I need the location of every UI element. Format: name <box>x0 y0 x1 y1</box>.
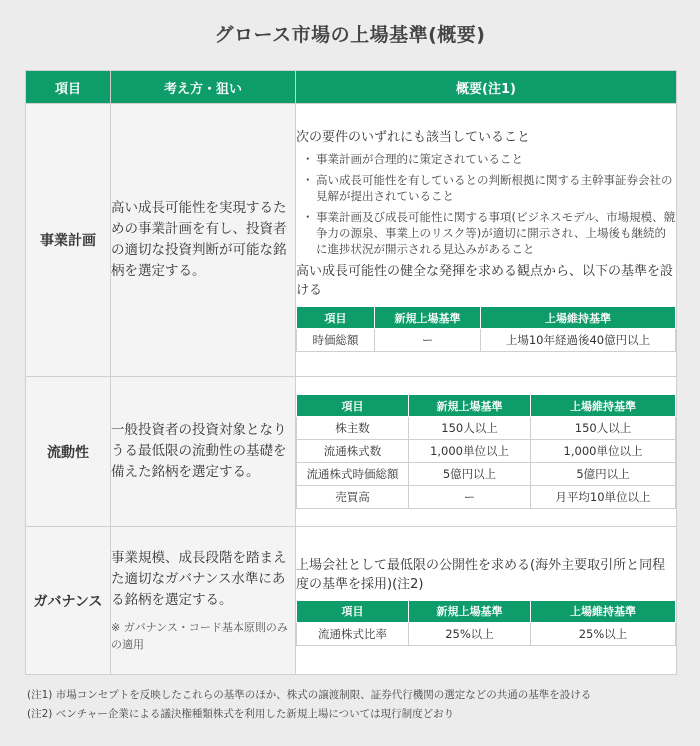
cell-maintain: 5億円以上 <box>531 463 676 486</box>
summary-business-plan <box>296 104 677 377</box>
sub-header-new: 新規上場基準 <box>375 307 481 329</box>
sub-header-item: 項目 <box>297 395 409 417</box>
summary-lead: 次の要件のいずれにも該当していること <box>296 130 531 145</box>
cell-new: 150人以上 <box>409 417 531 440</box>
summary-lead: 上場会社として最低限の公開性を求める(海外主要取引所と同程度の基準を採用)(注2) <box>296 557 666 592</box>
cell-item: 株主数 <box>297 417 409 440</box>
sub-header-new: 新規上場基準 <box>409 395 531 417</box>
sub-header-new: 新規上場基準 <box>409 600 531 622</box>
cell-item: 流通株式時価総額 <box>297 463 409 486</box>
category-business-plan: 事業計画 <box>26 104 111 377</box>
header-aim: 考え方・狙い <box>111 71 296 104</box>
aim-business-plan: 高い成長可能性を実現するための事業計画を有し、投資者の適切な投資判断が可能な銘柄を選定する。 <box>111 104 296 377</box>
cell-new: ー <box>375 329 481 352</box>
table-row <box>297 622 676 645</box>
category-liquidity: 流動性 <box>26 377 111 527</box>
list-item: ・ 事業計画が合理的に策定されていること <box>302 152 523 166</box>
sub-header-row <box>297 395 676 417</box>
sub-header-maintain: 上場維持基準 <box>531 395 676 417</box>
requirement-list <box>296 151 676 257</box>
footnote-2: (注2) ベンチャー企業による議決権種類株式を利用した新規上場については現行制度どおり <box>27 708 455 720</box>
cell-new: 1,000単位以上 <box>409 440 531 463</box>
governance-note: ※ ガバナンス・コード基本原則のみの適用 <box>111 621 288 651</box>
list-item: ・ 高い成長可能性を有しているとの判断根拠に関する主幹事証券会社の見解が提出されていること <box>302 173 673 203</box>
sub-header-maintain: 上場維持基準 <box>481 307 676 329</box>
table-row <box>297 440 676 463</box>
footnote-1: (注1) 市場コンセプトを反映したこれらの基準のほか、株式の譲渡制限、証券代行機関の選定などの共通の基準を設ける <box>27 689 592 701</box>
cell-new: ー <box>409 486 531 509</box>
governance-table <box>296 600 676 646</box>
sub-header-item: 項目 <box>297 600 409 622</box>
sub-header-item: 項目 <box>297 307 375 329</box>
cell-maintain: 150人以上 <box>531 417 676 440</box>
summary-lead-2: 高い成長可能性の健全な発揮を求める観点から、以下の基準を設ける <box>296 264 674 298</box>
cell-maintain: 月平均10単位以上 <box>531 486 676 509</box>
table-row <box>297 329 676 352</box>
table-row <box>297 417 676 440</box>
summary-liquidity <box>296 377 677 527</box>
row-liquidity <box>26 377 677 527</box>
list-item: ・ 事業計画及び成長可能性に関する事項(ビジネスモデル、市場規模、競争力の源泉、事業上のリスク等)が適切に開示され、上場後も継続的に進捗状況が開示される見込みがあること <box>302 210 676 256</box>
table-row <box>297 486 676 509</box>
table-header-row <box>26 71 677 104</box>
aim-governance-text: 事業規模、成長段階を踏まえた適切なガバナンス水準にある銘柄を選定する。 <box>111 550 287 608</box>
aim-governance <box>111 527 296 675</box>
listing-criteria-table <box>25 70 677 675</box>
cell-new: 5億円以上 <box>409 463 531 486</box>
cell-item: 流通株式比率 <box>297 622 409 645</box>
table-row <box>297 463 676 486</box>
sub-header-maintain: 上場維持基準 <box>531 600 676 622</box>
cell-new: 25%以上 <box>409 622 531 645</box>
market-cap-table <box>296 306 676 352</box>
summary-governance <box>296 527 677 675</box>
category-governance: ガバナンス <box>26 527 111 675</box>
cell-item: 流通株式数 <box>297 440 409 463</box>
sub-header-row <box>297 307 676 329</box>
header-category: 項目 <box>26 71 111 104</box>
liquidity-table <box>296 394 676 509</box>
page-title: グロース市場の上場基準(概要) <box>214 24 486 46</box>
cell-item: 売買高 <box>297 486 409 509</box>
row-governance <box>26 527 677 675</box>
sub-header-row <box>297 600 676 622</box>
header-summary: 概要(注1) <box>296 71 677 104</box>
cell-maintain: 25%以上 <box>531 622 676 645</box>
cell-maintain: 1,000単位以上 <box>531 440 676 463</box>
footnotes <box>27 686 687 724</box>
cell-maintain: 上場10年経過後40億円以上 <box>481 329 676 352</box>
cell-item: 時価総額 <box>297 329 375 352</box>
row-business-plan <box>26 104 677 377</box>
aim-liquidity: 一般投資者の投資対象となりうる最低限の流動性の基礎を備えた銘柄を選定する。 <box>111 377 296 527</box>
